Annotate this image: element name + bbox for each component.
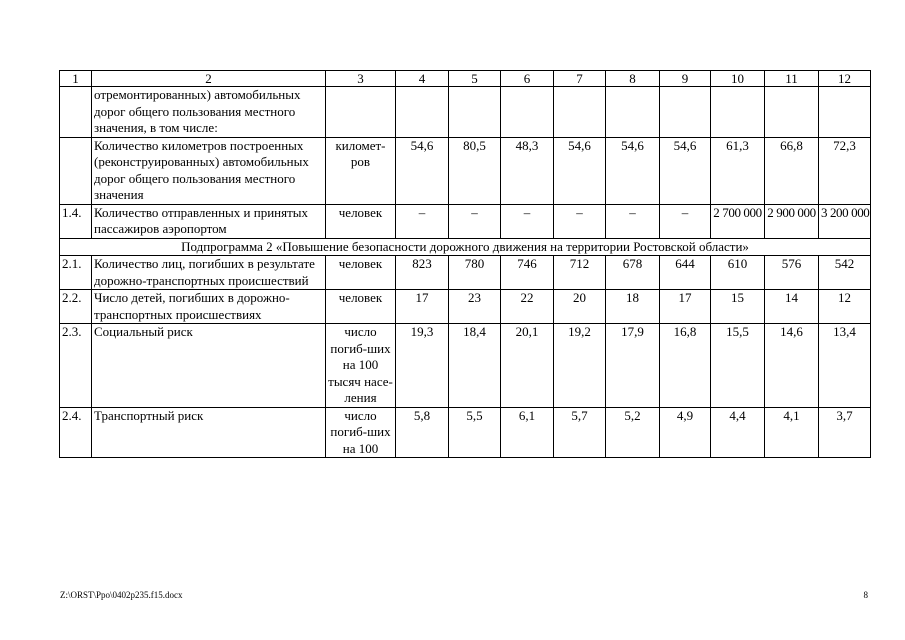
value-cell: – (449, 204, 501, 238)
header-cell: 6 (501, 71, 554, 87)
value-cell: 17 (396, 290, 449, 324)
header-cell: 9 (660, 71, 711, 87)
value-cell: 17 (660, 290, 711, 324)
value-cell: 4,4 (711, 407, 765, 458)
value-cell: 2 900 000 (765, 204, 819, 238)
value-cell: 54,6 (660, 137, 711, 204)
indicator-description: Количество отправленных и принятых пассажиров аэропортом (92, 204, 326, 238)
value-cell: 3 200 000 (819, 204, 871, 238)
row-number: 2.1. (60, 256, 92, 290)
indicator-description: Транспортный риск (92, 407, 326, 458)
indicator-description: Число детей, погибших в дорожно-транспортных происшествиях (92, 290, 326, 324)
value-cell: 6,1 (501, 407, 554, 458)
header-cell: 2 (92, 71, 326, 87)
value-cell: – (660, 204, 711, 238)
header-cell: 4 (396, 71, 449, 87)
value-cell: 678 (606, 256, 660, 290)
page-number: 8 (863, 590, 868, 600)
header-cell: 11 (765, 71, 819, 87)
value-cell: 542 (819, 256, 871, 290)
value-cell: – (606, 204, 660, 238)
value-cell: 19,3 (396, 324, 449, 408)
subprogram-row (60, 238, 871, 256)
value-cell: 72,3 (819, 137, 871, 204)
value-cell: 54,6 (606, 137, 660, 204)
value-cell: 18,4 (449, 324, 501, 408)
value-cell: 14,6 (765, 324, 819, 408)
value-cell: 712 (554, 256, 606, 290)
subprogram-title: Подпрограмма 2 «Повышение безопасности дорожного движения на территории Ростовской области» (60, 238, 871, 256)
indicator-description: Социальный риск (92, 324, 326, 408)
value-cell: 5,7 (554, 407, 606, 458)
value-cell: 20 (554, 290, 606, 324)
value-cell: 5,8 (396, 407, 449, 458)
value-cell: – (501, 204, 554, 238)
empty-cell (554, 87, 606, 138)
unit-cell: километ-ров (326, 137, 396, 204)
value-cell: 15 (711, 290, 765, 324)
header-cell: 10 (711, 71, 765, 87)
header-cell: 3 (326, 71, 396, 87)
empty-cell (819, 87, 871, 138)
unit-cell: число погиб-ших на 100 (326, 407, 396, 458)
row-number (60, 137, 92, 204)
row-number: 1.4. (60, 204, 92, 238)
table-row (60, 204, 871, 238)
value-cell: 3,7 (819, 407, 871, 458)
value-cell: 22 (501, 290, 554, 324)
value-cell: 23 (449, 290, 501, 324)
row-number: 2.2. (60, 290, 92, 324)
header-cell: 12 (819, 71, 871, 87)
value-cell: 4,1 (765, 407, 819, 458)
row-number: 2.4. (60, 407, 92, 458)
value-cell: 15,5 (711, 324, 765, 408)
value-cell: 12 (819, 290, 871, 324)
table-row (60, 256, 871, 290)
unit-cell: число погиб-ших на 100 тысяч насе-ления (326, 324, 396, 408)
indicator-description: Количество километров построенных (реконструированных) автомобильных дорог общего пользования местного значения (92, 137, 326, 204)
empty-cell (765, 87, 819, 138)
unit-cell: человек (326, 256, 396, 290)
header-cell: 1 (60, 71, 92, 87)
value-cell: 644 (660, 256, 711, 290)
value-cell: 576 (765, 256, 819, 290)
value-cell: 19,2 (554, 324, 606, 408)
table-row (60, 87, 871, 138)
empty-cell (660, 87, 711, 138)
value-cell: 66,8 (765, 137, 819, 204)
indicator-description: отремонтированных) автомобильных дорог общего пользования местного значения, в том числе: (92, 87, 326, 138)
empty-cell (501, 87, 554, 138)
value-cell: 14 (765, 290, 819, 324)
unit-cell: человек (326, 290, 396, 324)
value-cell: 18 (606, 290, 660, 324)
table-row (60, 407, 871, 458)
empty-cell (326, 87, 396, 138)
value-cell: 5,2 (606, 407, 660, 458)
value-cell: – (554, 204, 606, 238)
value-cell: 13,4 (819, 324, 871, 408)
table-row (60, 324, 871, 408)
unit-cell: человек (326, 204, 396, 238)
value-cell: 2 700 000 (711, 204, 765, 238)
value-cell: 16,8 (660, 324, 711, 408)
value-cell: 48,3 (501, 137, 554, 204)
header-cell: 5 (449, 71, 501, 87)
header-cell: 7 (554, 71, 606, 87)
value-cell: 746 (501, 256, 554, 290)
value-cell: 780 (449, 256, 501, 290)
header-cell: 8 (606, 71, 660, 87)
value-cell: 5,5 (449, 407, 501, 458)
indicators-table (59, 70, 871, 458)
row-number: 2.3. (60, 324, 92, 408)
table-row (60, 137, 871, 204)
empty-cell (396, 87, 449, 138)
file-path: Z:\ORST\Ppo\0402p235.f15.docx (60, 590, 183, 600)
empty-cell (606, 87, 660, 138)
value-cell: 80,5 (449, 137, 501, 204)
value-cell: 17,9 (606, 324, 660, 408)
table-row (60, 290, 871, 324)
row-number (60, 87, 92, 138)
empty-cell (711, 87, 765, 138)
indicator-description: Количество лиц, погибших в результате дорожно-транспортных происшествий (92, 256, 326, 290)
value-cell: 823 (396, 256, 449, 290)
value-cell: 610 (711, 256, 765, 290)
value-cell: – (396, 204, 449, 238)
value-cell: 61,3 (711, 137, 765, 204)
empty-cell (449, 87, 501, 138)
column-number-row (60, 71, 871, 87)
value-cell: 54,6 (554, 137, 606, 204)
value-cell: 4,9 (660, 407, 711, 458)
value-cell: 20,1 (501, 324, 554, 408)
value-cell: 54,6 (396, 137, 449, 204)
